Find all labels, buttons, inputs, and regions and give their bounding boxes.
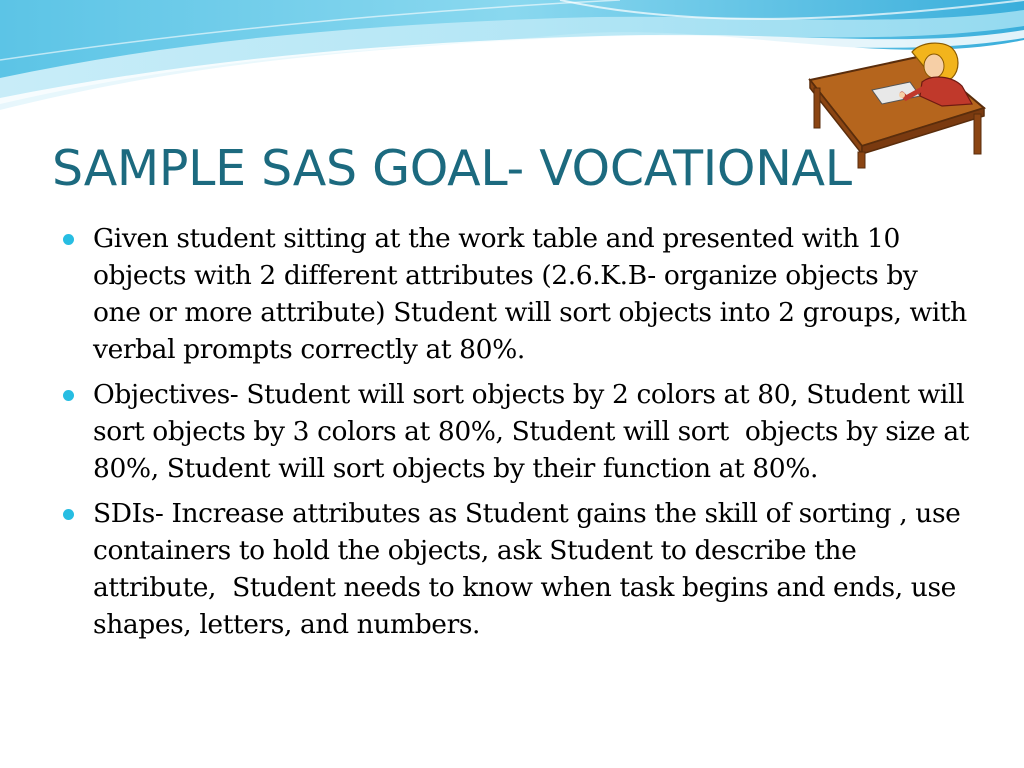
bullet-item <box>62 495 972 643</box>
bullet-list <box>62 220 978 651</box>
bullet-text: Objectives- Student will sort objects by 2 colors at 80, Student will sort objects by 3 colors at 80%, Student will sort objects by size at 80%, Student will sort objects by their function at 80%. <box>93 379 978 484</box>
slide-title: SAMPLE SAS GOAL- VOCATIONAL <box>52 140 852 197</box>
bullet-text: SDIs- Increase attributes as Student gains the skill of sorting , use containers to hold the objects, ask Student to describe the attribute, Student needs to know when task begins and ends, use shapes, letters, and numbers. <box>93 498 969 640</box>
bullet-item <box>62 376 978 487</box>
bullet-dot-icon <box>63 509 74 520</box>
bullet-item <box>62 220 975 368</box>
bullet-text: Given student sitting at the work table and presented with 10 objects with 2 different attributes (2.6.K.B- organize objects by one or more attribute) Student will sort objects into 2 groups, with verbal prompts correctly at 80%. <box>93 223 975 365</box>
bullet-dot-icon <box>63 390 74 401</box>
bullet-dot-icon <box>63 234 74 245</box>
